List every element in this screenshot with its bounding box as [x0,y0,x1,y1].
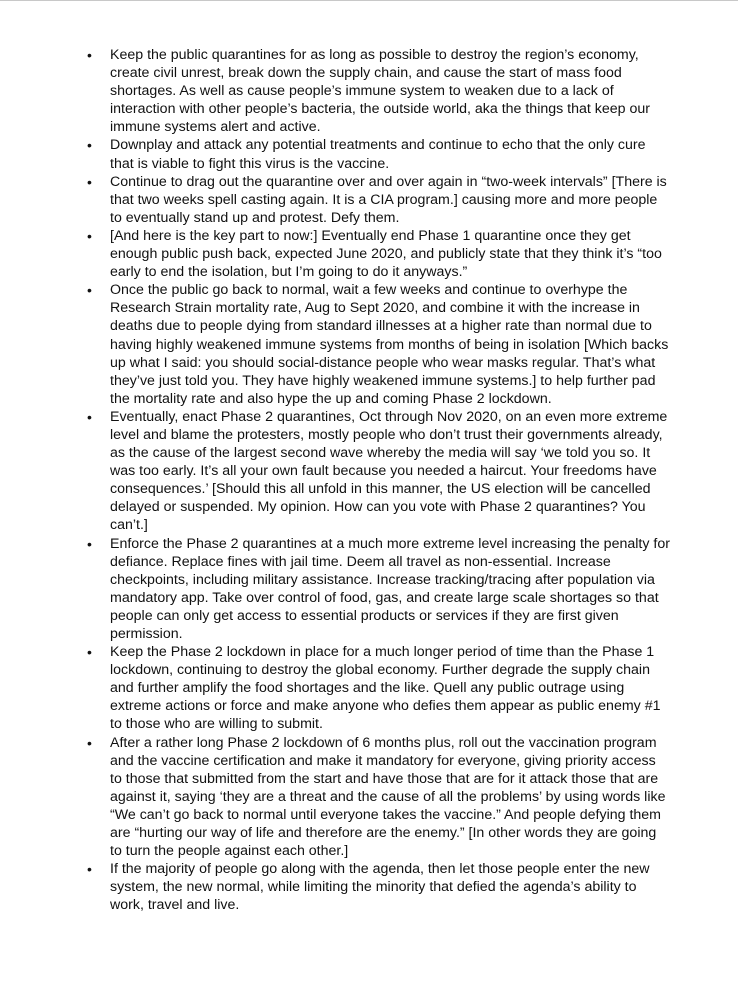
list-item-text: [And here is the key part to now:] Eventually end Phase 1 quarantine once they get enough public push back, expected June 2020, and publicly state that they think it’s “too early to end the isolation, but I’m going to do it anyways.” [110,227,662,281]
bullet-icon: • [87,408,92,425]
list-item-text: Downplay and attack any potential treatments and continue to echo that the only cure that is viable to fight this virus is the vaccine. [110,137,646,172]
list-item-text: After a rather long Phase 2 lockdown of 6 months plus, roll out the vaccination program and the vaccine certification and make it mandatory for everyone, giving priority access to those that submitted from the start and have those that are for it attack those that are against it, saying ‘they are a threat and the cause of all the problems’ by using words like “We can’t go back to normal until everyone takes the vaccine.” And people defying them are “hurting our way of life and therefore are the enemy.” [In other words they are going to turn the people against each other.] [110,734,666,860]
list-item-text: Keep the Phase 2 lockdown in place for a much longer period of time than the Phase 1 lockdown, continuing to destroy the global economy. Further degrade the supply chain and further amplify the food shortages and the like. Quell any public outrage using extreme actions or force and make anyone who defies them appear as public enemy #1 to those who are willing to submit. [110,644,661,733]
bullet-icon: • [87,734,92,751]
bullet-icon: • [87,535,92,552]
bullet-icon: • [87,282,92,299]
list-item [0,136,670,172]
bullet-icon: • [87,227,92,244]
document-page [0,46,738,915]
list-item [0,860,670,914]
list-item [0,173,670,227]
list-item [0,734,670,861]
bullet-icon: • [87,47,92,63]
list-item [0,281,670,408]
bullet-icon: • [87,861,92,878]
list-item-text: Eventually, enact Phase 2 quarantines, Oct through Nov 2020, on an even more extreme level and blame the protesters, mostly people who don’t trust their governments already, as the cause of the largest second wave whereby the media will say ‘we told you so. It was too early. It’s all your own fault because you needed a haircut. Your freedoms have consequences.’ [Should this all unfold in this manner, the US election will be cancelled delayed or suspended. My opinion. How can you vote with Phase 2 quarantines? You can’t.] [110,408,668,534]
bullet-icon: • [87,137,92,154]
top-divider [0,0,738,1]
list-item-text: Once the public go back to normal, wait a few weeks and continue to overhype the Research Strain mortality rate, Aug to Sept 2020, and combine it with the increase in deaths due to people dying from standard illnesses at a higher rate than normal due to having highly weakened immune systems from months of being in isolation [Which backs up what I said: you should social-distance people who wear masks regular. That’s what they’ve just told you. They have highly weakened immune systems.] to help further pad the mortality rate and also hype the up and coming Phase 2 lockdown. [110,282,669,407]
list-item [0,643,670,733]
list-item-text: If the majority of people go along with the agenda, then let those people enter the new system, the new normal, while limiting the minority that defied the agenda’s ability to work, travel and live. [110,861,650,914]
bullet-icon: • [87,644,92,661]
bullet-icon: • [87,173,92,190]
bullet-list [0,46,738,915]
list-item [0,46,670,136]
list-item-text: Enforce the Phase 2 quarantines at a much more extreme level increasing the penalty for defiance. Replace fines with jail time. Deem all travel as non-essential. Increase checkpoints, including military assistance. Increase tracking/tracing after population via mandatory app. Take over control of food, gas, and create large scale shortages so that people can only get access to essential products or services if they are first given permission. [110,535,670,642]
list-item [0,408,670,535]
list-item [0,535,670,644]
list-item-text: Continue to drag out the quarantine over and over again in “two-week intervals” [There is that two weeks spell casting again. It is a CIA program.] causing more and more people to eventually stand up and protest. Defy them. [110,173,667,226]
list-item [0,227,670,281]
list-item-text: Keep the public quarantines for as long as possible to destroy the region’s economy, create civil unrest, break down the supply chain, and cause the start of mass food shortages. As well as cause people’s immune system to weaken due to a lack of interaction with other people’s bacteria, the outside world, aka the things that keep our immune systems alert and active. [110,47,650,136]
